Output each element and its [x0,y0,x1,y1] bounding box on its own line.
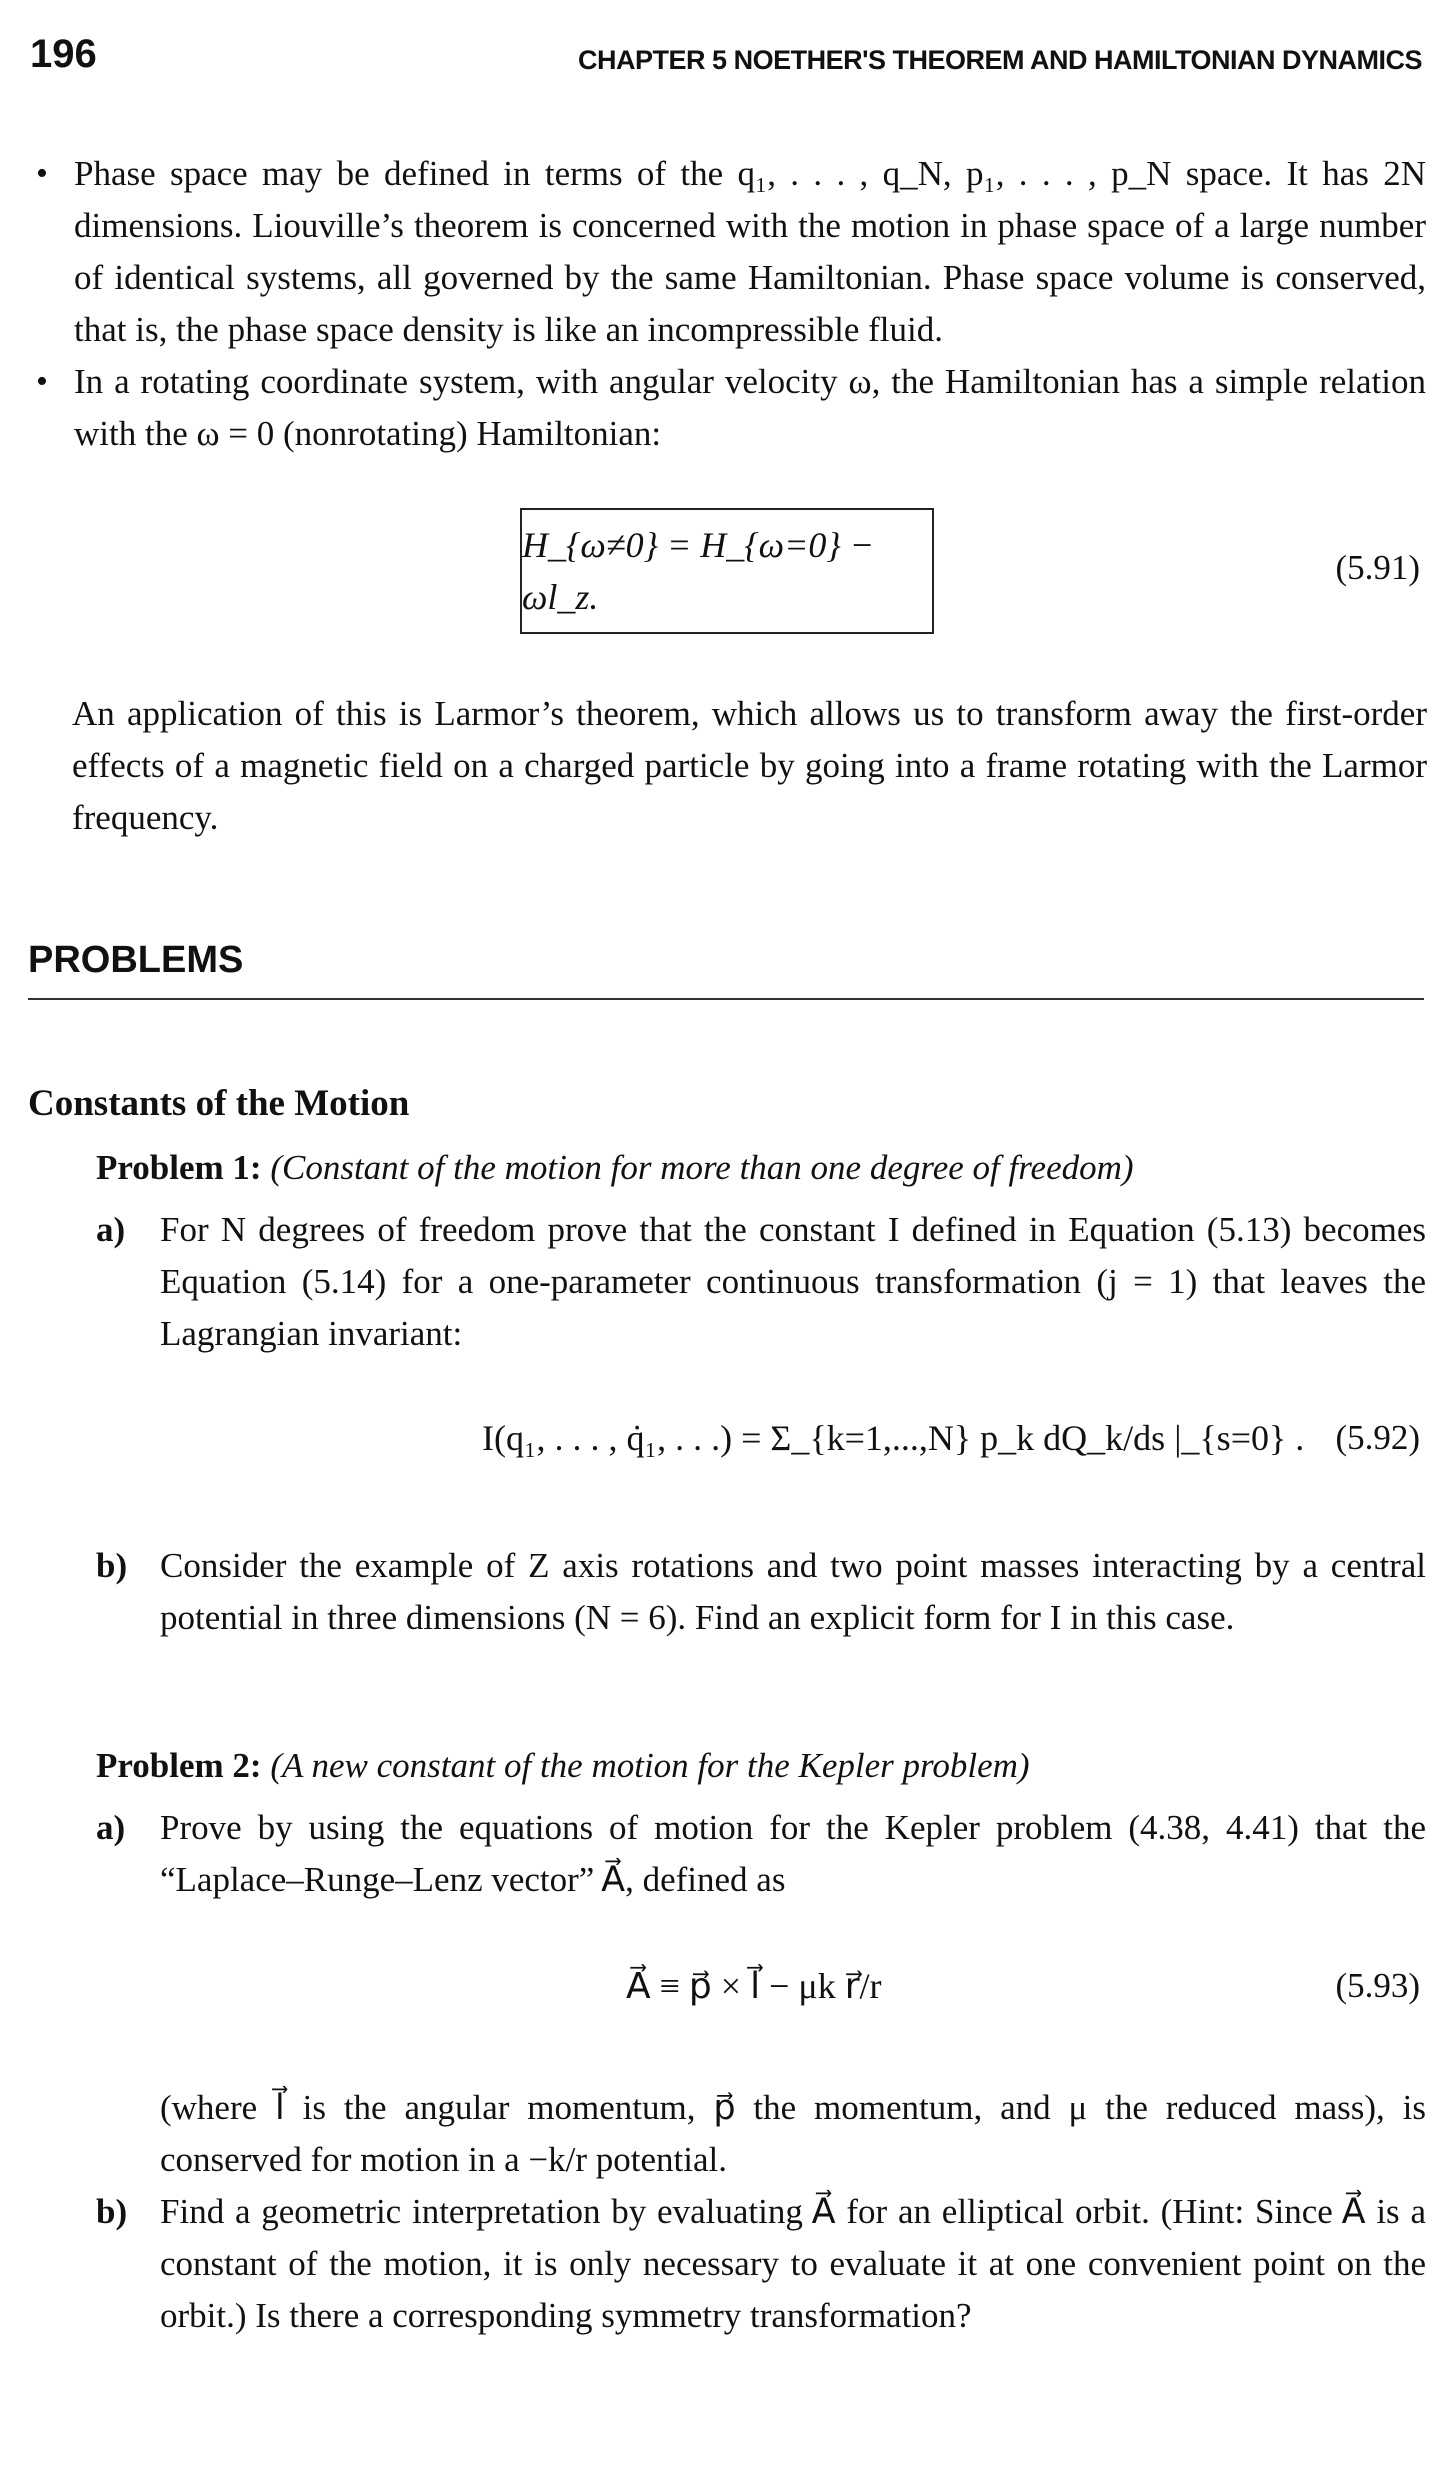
part-label: b) [96,2192,128,2231]
problem-2-part-b [96,2186,1426,2342]
problem-1-part-a [96,1204,1426,1360]
part-text: Consider the example of Z axis rotations and two point masses interacting by a central potential in three dimensions (N = 6). Find an explicit form for I in this case. [160,1546,1426,1637]
page-number: 196 [30,32,97,76]
problem-label: Problem 2: [96,1746,262,1785]
problem-subtitle: (Constant of the motion for more than one degree of freedom) [270,1148,1134,1187]
part-text: Prove by using the equations of motion for the Kepler problem (4.38, 4.41) that the “Laplace–Runge–Lenz vector” A⃗, defined as [160,1808,1426,1899]
summary-bullets [36,148,1426,460]
equation-number: (5.91) [1335,548,1420,587]
equation-number: (5.93) [1335,1966,1420,2005]
equation-formula: H_{ω≠0} = H_{ω=0} − ωl_z. [522,525,875,617]
bullet-item [36,148,1426,356]
problem-1-heading [96,1142,1134,1194]
equation-5-93: A⃗ ≡ p⃗ × l⃗ − μk r⃗/r [626,1966,882,2006]
part-text: (where l⃗ is the angular momentum, p⃗ the momentum, and μ the reduced mass), is conserved for motion in a −k/r potential. [160,2088,1426,2179]
bullet-icon: • [36,155,48,192]
part-label: a) [96,1808,126,1847]
bullet-icon: • [36,363,48,400]
problem-label: Problem 1: [96,1148,262,1187]
larmor-paragraph: An application of this is Larmor’s theorem, which allows us to transform away the first-order effects of a magnetic field on a charged particle by going into a frame rotating with the Larmor frequency. [72,694,1427,837]
part-text: For N degrees of freedom prove that the constant I defined in Equation (5.13) becomes Equation (5.14) for a one-parameter continuous transformation (j = 1) that leaves the Lagrangian invariant: [160,1210,1426,1353]
problem-2-heading [96,1740,1030,1792]
part-label: b) [96,1546,128,1585]
subsection-title: Constants of the Motion [28,1083,410,1124]
section-title: PROBLEMS [28,939,244,981]
bullet-item [36,356,1426,460]
equation-number: (5.92) [1335,1418,1420,1457]
bullet-text: Phase space may be defined in terms of the q₁, . . . , q_N, p₁, . . . , p_N space. It has 2N dimensions. Liouville’s theorem is concerned with the motion in phase space of a large number of identical systems, all governed by the same Hamiltonian. Phase space volume is conserved, that is, the phase space density is like an incompressible fluid. [74,154,1426,349]
problem-2-part-a-continued [96,2082,1426,2186]
equation-5-92: I(q₁, . . . , q̇₁, . . .) = Σ_{k=1,...,N} p_k dQ_k/ds |_{s=0} . [482,1418,1305,1458]
problem-1-part-b [96,1540,1426,1644]
problem-2-part-a [96,1802,1426,1906]
running-head: CHAPTER 5 NOETHER'S THEOREM AND HAMILTONIAN DYNAMICS [578,45,1422,75]
problem-subtitle: (A new constant of the motion for the Kepler problem) [270,1746,1030,1785]
part-text: Find a geometric interpretation by evaluating A⃗ for an elliptical orbit. (Hint: Since A⃗ is a constant of the motion, it is only necessary to evaluate it at one convenient point on the orbit.) Is there a corresponding symmetry transformation? [160,2192,1426,2335]
boxed-equation-5-91 [520,508,934,634]
section-rule [28,998,1424,1000]
bullet-text: In a rotating coordinate system, with angular velocity ω, the Hamiltonian has a simple relation with the ω = 0 (nonrotating) Hamiltonian: [74,362,1426,453]
part-label: a) [96,1210,126,1249]
